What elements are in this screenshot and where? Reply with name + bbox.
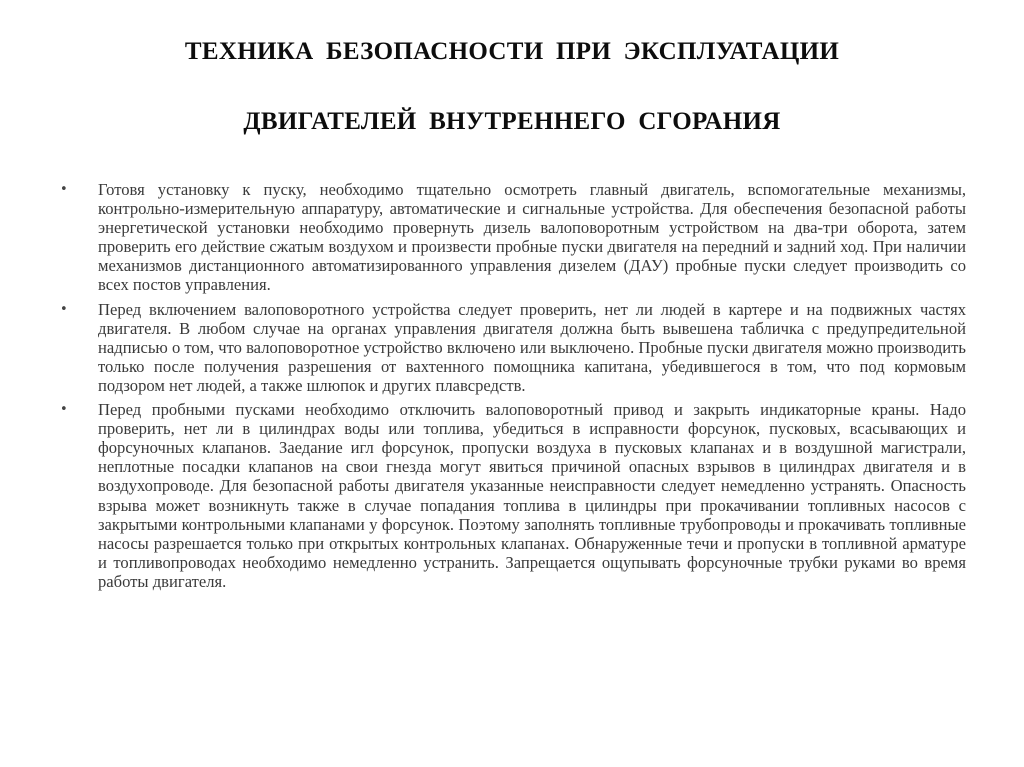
- slide-title-line-2: ДВИГАТЕЛЕЙ ВНУТРЕННЕГО СГОРАНИЯ: [243, 108, 781, 135]
- list-item: [60, 300, 966, 395]
- bullet-icon: •: [60, 402, 68, 418]
- slide-title-line-1: ТЕХНИКА БЕЗОПАСНОСТИ ПРИ ЭКСПЛУАТАЦИИ: [184, 38, 840, 65]
- paragraph-text: Перед включением валоповоротного устройства следует проверить, нет ли людей в картере и на подвижных частях двигателя. В любом случае на органах управления двигателя должна быть вывешена табличка с предупредительной надписью о том, что валоповоротное устройство включено или выключено. Пробные пуски двигателя можно производить только после получения разрешения от вахтенного помощника капитана, убедившегося в том, что под кормовым подзором нет людей, а также шлюпок и других плавсредств.: [98, 299, 966, 395]
- bullet-list: [60, 180, 966, 596]
- list-item: [60, 400, 966, 591]
- bullet-icon: •: [60, 301, 68, 317]
- paragraph-text: Перед пробными пусками необходимо отключить валоповоротный привод и закрыть индикаторные краны. Надо проверить, нет ли в цилиндрах воды или топлива, убедиться в исправности форсунок, пусковых, всасывающих и форсуночных клапанов. Заедание игл форсунок, пропуски воздуха в пусковых клапанах и в воздушной магистрали, неплотные посадки клапанов на свои гнезда могут явиться причиной опасных взрывов в цилиндрах двигателя и в воздухопроводе. Для безопасной работы двигателя указанные неисправности следует немедленно устранять. Опасность взрыва может возникнуть также в случае попадания топлива в цилиндры при прокачивании топливных насосов с закрытыми контрольными клапанами у форсунок. Поэтому заполнять топливные трубопроводы и прокачивать топливные насосы разрешается только при открытых контрольных клапанах. Обнаруженные течи и пропуски в топливной арматуре и топливопроводах необходимо немедленно устранить. Запрещается ощупывать форсуночные трубки руками во время работы двигателя.: [98, 400, 966, 591]
- bullet-icon: •: [60, 182, 68, 197]
- paragraph-text: Готовя установку к пуску, необходимо тщательно осмотреть главный двигатель, вспомогательные механизмы, контрольно-измерительную аппаратуру, автоматические и сигнальные устройства. Для обеспечения безопасной работы энергетической установки необходимо провернуть дизель валоповоротным устройством на два-три оборота, затем проверить его действие сжатым воздухом и произвести пробные пуски двигателя на передний и задний ход. При наличии механизмов дистанционного автоматизированного управления дизелем (ДАУ) пробные пуски следует производить со всех постов управления.: [98, 180, 966, 295]
- list-item: [60, 180, 966, 295]
